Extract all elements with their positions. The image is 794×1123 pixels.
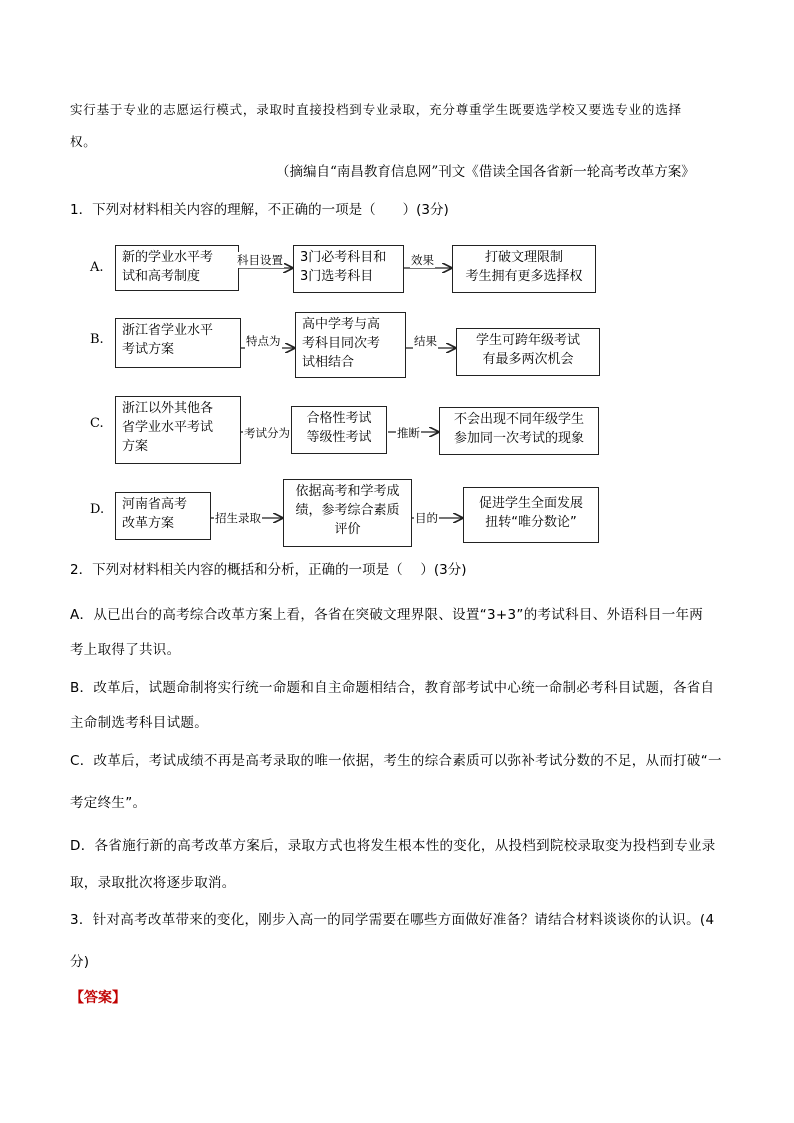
option-d-label-2: 目的 — [415, 511, 438, 525]
option-a-box-2 — [293, 245, 404, 293]
q2-option-b-line-2: 主命制选考科目试题。 — [70, 715, 208, 731]
box-line: 考生拥有更多选择权 — [465, 269, 583, 284]
q1-stem: 1．下列对材料相关内容的理解，不正确的一项是（ ）(3分) — [70, 202, 449, 218]
intro-line-2: 权。 — [70, 134, 97, 149]
option-c-label-2: 推断 — [397, 426, 420, 440]
intro-line-1: 实行基于专业的志愿运行模式，录取时直接投档到专业录取，充分尊重学生既要选学校又要选专业的选择 — [70, 102, 682, 117]
box-line: 试和高考制度 — [122, 269, 201, 284]
option-a-box-3 — [452, 245, 596, 293]
option-c-label-1: 考试分为 — [244, 426, 290, 440]
option-d-box-3 — [463, 487, 599, 543]
box-line: 扭转“唯分数论” — [485, 515, 577, 530]
box-line: 3门选考科目 — [300, 269, 374, 284]
option-c-letter: C. — [90, 416, 104, 431]
box-line: 省学业水平考试 — [122, 420, 214, 435]
box-line: 依据高考和学考成 — [295, 484, 400, 499]
box-line: 有最多两次机会 — [482, 352, 574, 367]
box-line: 绩，参考综合素质 — [295, 503, 400, 518]
box-line: 等级性考试 — [306, 430, 372, 445]
option-c-box-2 — [291, 406, 387, 454]
box-line: 浙江以外其他各 — [122, 401, 214, 416]
box-line: 合格性考试 — [306, 411, 372, 426]
box-line: 3门必考科目和 — [300, 250, 387, 265]
option-d-box-2 — [283, 479, 412, 547]
q2-stem: 2．下列对材料相关内容的概括和分析，正确的一项是（ ）(3分) — [70, 562, 467, 578]
option-d-letter: D. — [90, 502, 105, 517]
option-b-box-3 — [456, 328, 600, 376]
box-line: 方案 — [122, 439, 149, 454]
option-a-label-2: 效果 — [411, 253, 434, 267]
option-b-box-1 — [115, 318, 241, 368]
option-b-box-2 — [295, 312, 406, 378]
option-d-label-1: 招生录取 — [215, 511, 261, 525]
box-line: 参加同一次考试的现象 — [453, 431, 584, 446]
option-a-letter: A. — [90, 260, 104, 275]
source-citation: （摘编自“南昌教育信息网”刊文《借读全国各省新一轮高考改革方案》 — [276, 164, 695, 180]
q2-option-b-line-1: B．改革后，试题命制将实行统一命题和自主命题相结合，教育部考试中心统一命制必考科目试题，各省自 — [70, 680, 715, 696]
box-line: 河南省高考 — [122, 497, 188, 512]
box-line: 改革方案 — [122, 516, 175, 531]
box-line: 高中学考与高 — [302, 317, 381, 332]
box-line: 试相结合 — [302, 355, 355, 370]
option-d-box-1 — [115, 492, 211, 540]
answer-label: 【答案】 — [70, 990, 126, 1006]
q2-option-c-line-1: C．改革后，考试成绩不再是高考录取的唯一依据，考生的综合素质可以弥补考试分数的不足，从而打破“一 — [70, 753, 722, 769]
option-a-label-1: 科目设置 — [237, 253, 283, 267]
q3-stem-line-1: 3．针对高考改革带来的变化，刚步入高一的同学需要在哪些方面做好准备？请结合材料谈谈你的认识。(4 — [70, 912, 715, 928]
box-line: 打破文理限制 — [484, 250, 563, 265]
box-line: 浙江省学业水平 — [122, 323, 214, 338]
q2-option-a-line-1: A．从已出台的高考综合改革方案上看，各省在突破文理界限、设置“3+3”的考试科目、外语科目一年两 — [70, 607, 704, 623]
q2-option-a-line-2: 考上取得了共识。 — [70, 642, 181, 658]
option-c-box-3 — [439, 407, 599, 455]
option-b-label-2: 结果 — [414, 334, 437, 348]
option-c-box-1 — [115, 396, 241, 464]
box-line: 新的学业水平考 — [122, 250, 214, 265]
box-line: 促进学生全面发展 — [478, 496, 583, 511]
option-b-label-1: 特点为 — [246, 334, 281, 348]
option-b-letter: B. — [90, 332, 104, 347]
q2-option-d-line-1: D．各省施行新的高考改革方案后，录取方式也将发生根本性的变化，从投档到院校录取变为投档到专业录 — [70, 838, 716, 854]
q3-stem-line-2: 分) — [70, 954, 90, 970]
box-line: 考试方案 — [122, 342, 175, 357]
box-line: 考科目同次考 — [302, 336, 381, 351]
q2-option-c-line-2: 考定终生”。 — [70, 795, 147, 811]
q2-option-d-line-2: 取，录取批次将逐步取消。 — [70, 875, 236, 891]
box-line: 评价 — [334, 522, 361, 537]
option-a-box-1 — [115, 245, 239, 291]
box-line: 学生可跨年级考试 — [475, 333, 580, 348]
box-line: 不会出现不同年级学生 — [453, 412, 584, 427]
